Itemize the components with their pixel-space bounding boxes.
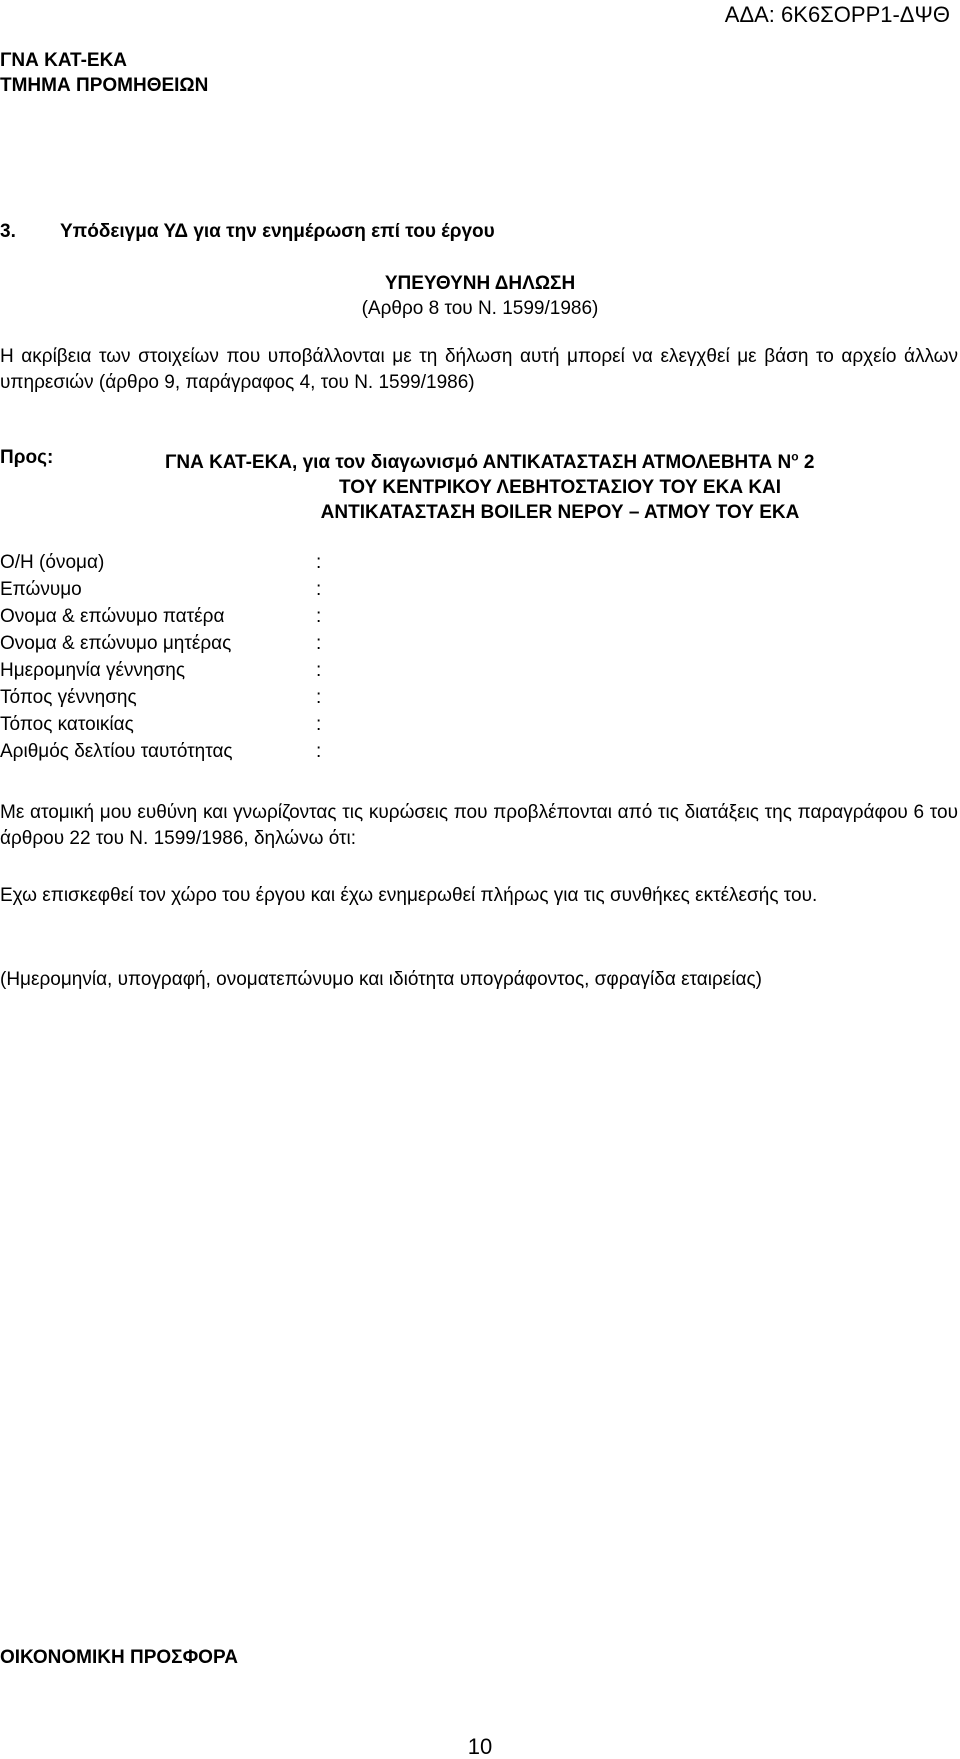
declaration-subtitle: (Αρθρο 8 του Ν. 1599/1986) — [361, 298, 599, 319]
section-title: Υπόδειγμα ΥΔ για την ενημέρωση επί του έργου — [60, 221, 495, 242]
field-row — [0, 711, 321, 738]
signature-note: (Ημερομηνία, υπογραφή, ονοματεπώνυμο και ιδιότητα υπογράφοντος, σφραγίδα εταιρείας) — [0, 969, 762, 990]
section-heading — [0, 220, 495, 244]
personal-details-fields — [0, 549, 321, 765]
field-row — [0, 657, 321, 684]
field-separator: : — [316, 579, 322, 600]
field-row — [0, 549, 321, 576]
field-label: Ονομα & επώνυμο μητέρας — [0, 633, 232, 654]
field-separator: : — [316, 660, 322, 681]
declaration-heading — [0, 271, 960, 321]
field-separator: : — [316, 606, 322, 627]
field-label: Αριθμός δελτίου ταυτότητας — [0, 741, 233, 762]
field-separator: : — [316, 687, 322, 708]
organization-name: ΓΝΑ ΚΑΤ-ΕΚΑ — [0, 50, 128, 71]
field-label: Τόπος γέννησης — [0, 687, 137, 708]
field-row — [0, 738, 321, 765]
field-separator: : — [316, 714, 322, 735]
department-name: ΤΜΗΜΑ ΠΡΟΜΗΘΕΙΩΝ — [0, 75, 209, 96]
field-row — [0, 576, 321, 603]
ada-code: ΑΔΑ: 6Κ6ΣΟΡΡ1-ΔΨΘ — [724, 2, 950, 27]
field-separator: : — [316, 633, 322, 654]
recipient-line-1: ΓΝΑ ΚΑΤ-ΕΚΑ, για τον διαγωνισμό ΑΝΤΙΚΑΤΑΣΤΑΣΗ ΑΤΜΟΛΕΒΗΤΑ $N^o$ 2 — [165, 450, 815, 474]
financial-offer-heading: ΟΙΚΟΝΟΜΙΚΗ ΠΡΟΣΦΟΡΑ — [0, 1647, 238, 1668]
field-row — [0, 684, 321, 711]
field-row — [0, 603, 321, 630]
field-label: Ημερομηνία γέννησης — [0, 660, 185, 681]
recipient-line-2: ΤΟΥ ΚΕΝΤΡΙΚΟΥ ΛΕΒΗΤΟΣΤΑΣΙΟΥ ΤΟΥ ΕΚΑ ΚΑΙ — [338, 477, 782, 499]
section-number: 3. — [0, 221, 16, 242]
field-label: Τόπος κατοικίας — [0, 714, 134, 735]
recipient-text — [165, 445, 955, 525]
field-separator: : — [316, 741, 322, 762]
page-number: 10 — [467, 1734, 493, 1759]
intro-paragraph: Η ακρίβεια των στοιχείων που υποβάλλονται με τη δήλωση αυτή μπορεί να ελεγχθεί με βάση το αρχείο άλλων υπηρεσιών (άρθρο 9, παράγραφος 4, του Ν. 1599/1986) — [0, 346, 958, 393]
superscript-o: ο — [791, 450, 799, 464]
field-label: Επώνυμο — [0, 579, 82, 600]
field-row — [0, 630, 321, 657]
field-separator: : — [316, 552, 322, 573]
organization-header — [0, 48, 208, 98]
responsibility-paragraph: Με ατομική μου ευθύνη και γνωρίζοντας τις κυρώσεις που προβλέπονται από τις διατάξεις της παραγράφου 6 του άρθρου 22 του Ν. 1599/1986, δηλώνω ότι: — [0, 802, 958, 849]
statement-paragraph: Εχω επισκεφθεί τον χώρο του έργου και έχω ενημερωθεί πλήρως για τις συνθήκες εκτέλεσής του. — [0, 885, 818, 906]
recipient-line-3: ΑΝΤΙΚΑΤΑΣΤΑΣΗ BOILER ΝΕΡΟΥ – ΑΤΜΟΥ ΤΟΥ ΕΚΑ — [320, 502, 800, 524]
field-label: Ονομα & επώνυμο πατέρα — [0, 606, 225, 627]
field-label: Ο/Η (όνομα) — [0, 552, 105, 573]
recipient-label: Προς: — [0, 447, 54, 468]
declaration-title: ΥΠΕΥΘΥΝΗ ΔΗΛΩΣΗ — [384, 273, 576, 294]
